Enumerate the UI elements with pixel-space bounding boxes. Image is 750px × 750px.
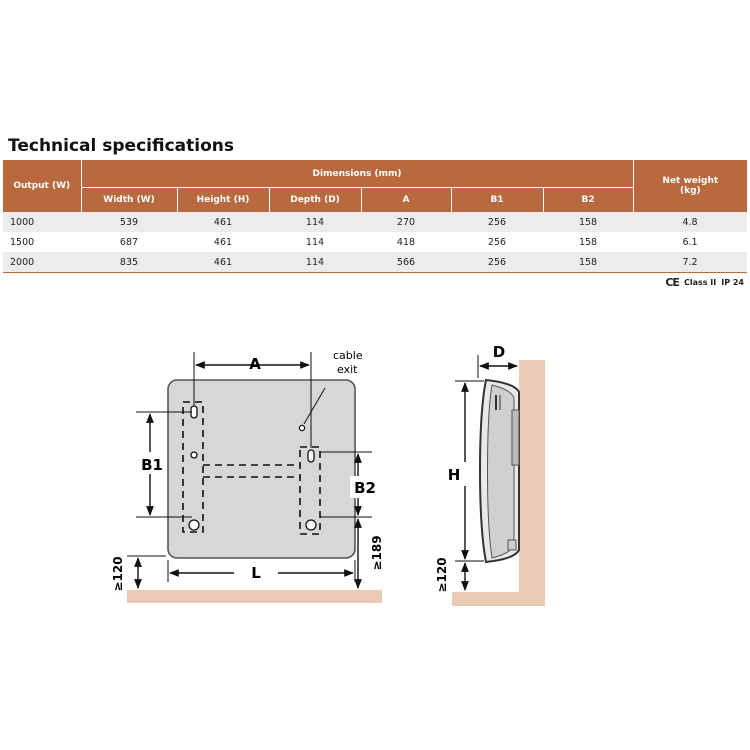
dimension-b1-label: B1 [141,456,163,474]
clearance-189-label: ≥189 [370,535,384,571]
table-cell: 270 [361,212,451,232]
table-cell: 461 [177,232,269,252]
table-cell: 158 [543,252,633,273]
ce-mark-icon: CE [665,276,679,289]
subheader-width: Width (W) [81,188,177,213]
table-cell: 256 [451,252,543,273]
weight-header-line2: (kg) [679,186,701,196]
floor [127,590,382,603]
wall [519,360,545,606]
cable-exit-hole [299,425,304,430]
side-floor [452,592,545,606]
subheader-a: A [361,188,451,213]
table-cell: 114 [269,212,361,232]
table-cell: 114 [269,252,361,273]
front-view [111,349,384,603]
dimension-l-label: L [251,564,261,582]
table-cell: 256 [451,212,543,232]
table-cell: 4.8 [633,212,747,232]
dimension-d-label: D [492,343,506,361]
table-cell: 6.1 [633,232,747,252]
weight-header-line1: Net weight [662,176,719,186]
table-cell: 158 [543,212,633,232]
table-cell: 566 [361,252,451,273]
table-cell: 461 [177,252,269,273]
table-cell: 7.2 [633,252,747,273]
table-cell: 687 [81,232,177,252]
dimension-h-label: H [447,466,461,484]
subheader-b1: B1 [451,188,543,213]
cable-exit-label-line2: exit [337,363,358,376]
clearance-120-side-label: ≥120 [435,557,449,593]
table-cell: 835 [81,252,177,273]
subheader-b2: B2 [543,188,633,213]
cable-exit-label-line1: cable [333,349,363,362]
table-cell: 1000 [3,212,81,232]
dimension-a-label: A [249,355,261,373]
table-cell: 114 [269,232,361,252]
page-title: Technical specifications [8,136,234,156]
table-cell: 539 [81,212,177,232]
table-cell: 1500 [3,232,81,252]
table-cell: 2000 [3,252,81,273]
table-cell: 256 [451,232,543,252]
clearance-120-front-label: ≥120 [111,556,125,592]
table-cell: 158 [543,232,633,252]
dimension-b2-label: B2 [354,479,376,497]
table-cell: 418 [361,232,451,252]
ip-rating: IP 24 [721,278,744,287]
table-cell: 461 [177,212,269,232]
subheader-height: Height (H) [177,188,269,213]
side-view [435,343,545,606]
class-label: Class II [683,278,717,287]
dimensions-header: Dimensions (mm) [81,160,633,188]
output-header: Output (W) [3,160,81,212]
subheader-depth: Depth (D) [269,188,361,213]
